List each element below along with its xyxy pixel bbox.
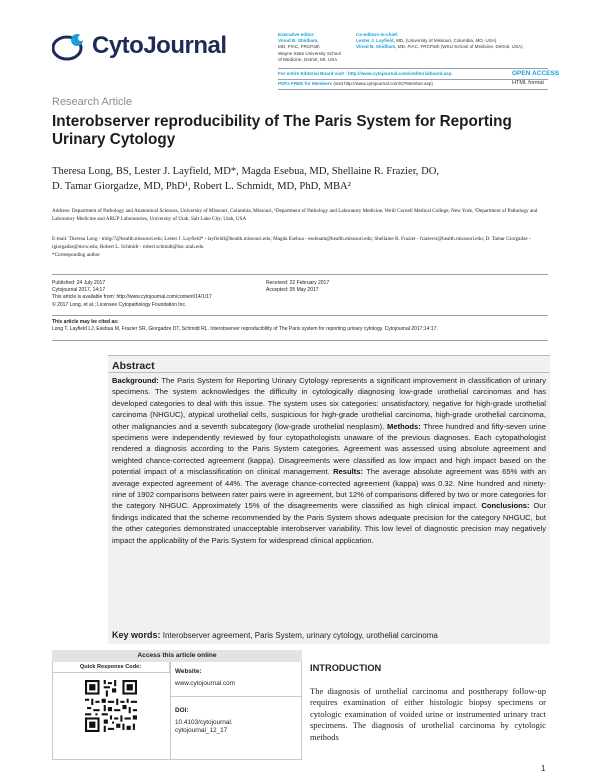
header-divider <box>278 68 548 69</box>
page-number: 1 <box>541 764 546 773</box>
background-label: Background: <box>112 376 159 385</box>
exec-editor-detail: MD, FIAC, FRCPath <box>278 44 320 50</box>
doi-block <box>175 707 233 735</box>
meta-divider <box>52 340 548 341</box>
coeditors-label: Co-editors-in-chief: <box>356 32 399 37</box>
doi-label: DOI: <box>175 707 189 714</box>
journal-reference: Cytojournal 2017, 14:17 <box>52 287 106 294</box>
abstract-body <box>112 375 546 546</box>
access-divider <box>170 696 302 697</box>
coeditor-name: Lester J. Layfield, <box>356 38 395 44</box>
abstract-heading: Abstract <box>112 360 155 372</box>
editorial-board-link[interactable]: For entire Editorial Board visit : http://www.cytojournal.com/ceditorialboard.asp <box>278 71 452 76</box>
methods-label: Methods: <box>387 421 421 431</box>
meta-divider <box>52 315 548 316</box>
article-url[interactable]: This article is available from: http://www.cytojournal.com/content/14/1/17 <box>52 294 212 301</box>
introduction-text: The diagnosis of urothelial carcinoma and posttherapy follow-up requires examination of either histologic biopsy specimens or cytologic examination of voided urine or instrumented urinary tract specimens. The diagnosis of urothelial carcinoma by cytologic methods <box>310 686 546 742</box>
html-format-label: HTML format <box>512 80 544 86</box>
history-info <box>266 280 466 294</box>
citation-text: Long T, Layfield LJ, Esebua M, Frazier SR, Giorgadze DT, Schmidt RL. Interobserver reproducibility of The Paris system for reporting urinary cytology. Cytojournal 2017;14:17. <box>52 326 438 333</box>
coeditor-details: MD, (University of Missouri, Columbia, MO, USA) <box>396 38 497 44</box>
journal-logo <box>52 30 257 62</box>
qr-label: Quick Response Code: <box>52 662 170 673</box>
results-label: Results: <box>333 467 364 477</box>
exec-editor-name: Vinod B. Shidham, <box>278 38 319 44</box>
article-type: Research Article <box>52 96 133 108</box>
coeditors-block <box>356 32 556 51</box>
doi-line[interactable]: cytojournal_12_17 <box>175 727 228 734</box>
exec-editor-detail: Wayne State University School <box>278 50 341 56</box>
keywords-text: Interobserver agreement, Paris System, urinary cytology, urothelial carcinoma <box>162 631 438 640</box>
abstract-heading-rule <box>108 372 550 373</box>
conclusions-text: Our findings indicated that the scheme recommended by the Paris System shows adequate precision for the category NHGUC, but the other categories demonstrated unacceptable interobserver variability. This low level of diagnostic precision may negatively impact the applicability of the Paris System for widespread clinical application. <box>112 501 546 545</box>
doi-line[interactable]: 10.4103/cytojournal. <box>175 719 233 726</box>
coeditor-details: MD, FIAC, FRCPath (WSU School of Medicine, Detroit, USA) <box>397 44 523 50</box>
meta-divider <box>52 274 548 275</box>
article-title: Interobserver reproducibility of The Paris System for Reporting Urinary Cytology <box>52 113 512 148</box>
published-date: Published: 24 July 2017 <box>52 280 106 286</box>
conclusions-label: Conclusions: <box>481 501 530 511</box>
corresponding-author-note: *Corresponding author <box>52 252 100 258</box>
website-block <box>175 668 235 688</box>
header-divider <box>278 79 548 80</box>
publication-info <box>52 280 272 309</box>
open-access-label: OPEN ACCESS <box>512 70 560 77</box>
accepted-date: Accepted: 05 May 2017 <box>266 287 319 294</box>
author-emails: E-mail: Theresa Long - tmlgc7@health.missouri.edu; Lester J. Layfield* - layfieldl@health.missouri.edu; Magda Esebua - esebuam@health.missouri.edu; Shellaine R. Frazier - fraziersr@health.missouri.edu; D. Tamar Giorgadze - tgiorgadze@mcw.edu; Robert L. Schmidt - robert.schmidt@hsc.utah.edu <box>52 236 531 250</box>
logo-mark-icon <box>52 30 88 62</box>
citation-block <box>52 319 548 333</box>
pdfs-free-link[interactable] <box>278 81 508 87</box>
exec-editor-label: Executive editor: <box>278 32 316 37</box>
pdfs-free-label: PDFs FREE for Members <box>278 81 333 86</box>
authors-line: Theresa Long, BS, Lester J. Layfield, MD*, Magda Esebua, MD, Shellaine R. Frazier, DO, <box>52 166 440 177</box>
logo-text: CytoJournal <box>92 32 227 59</box>
website-label: Website: <box>175 668 202 675</box>
author-list <box>52 164 542 194</box>
access-title: Access this article online <box>52 650 302 662</box>
website-link[interactable]: www.cytojournal.com <box>175 680 236 687</box>
copyright: © 2017 Long, et al.; Licensee Cytopathology Foundation Inc. <box>52 301 187 308</box>
qr-code-icon[interactable] <box>85 680 137 732</box>
methods-text: Three hundred and fifty-seven urine specimens were independently reviewed by four cytopathologists unaware of the previous diagnoses. Each cytopathologist rendered a diagnosis according to the Paris System categories. Agreement was assessed using absolute agreement and weighted chance-corrected agreement (kappa). Disagreements were classified as low impact and high impact based on the potential impact of a misclassification on clinical management. <box>112 421 546 477</box>
coeditor-name: Vinod B. Shidham, <box>356 44 397 50</box>
header-divider <box>278 89 548 90</box>
abstract-top-rule <box>108 355 550 356</box>
executive-editor-block <box>278 32 354 63</box>
results-text: The average absolute agreement was 65% with an average expected agreement of 44%. The average chance-corrected agreement (kappa) was 0.32. Nine hundred and ninety-nine of 1902 comparisons between rater pairs were in agreement, but 12% of comparisons differed by two or more categories for the category NHGUC. Approximately 15% of the disagreements were classified as high clinical impact. <box>112 467 546 511</box>
exec-editor-detail: of Medicine, Detroit, MI, USA <box>278 56 338 62</box>
authors-line: D. Tamar Giorgadze, MD, PhD¹, Robert L. Schmidt, MD, PhD, MBA² <box>52 181 351 192</box>
affiliations: Address: Department of Pathology and Anatomical Sciences, University of Missouri, Columbia, Missouri, ¹Department of Pathology and Laboratory Medicine, Weill Cornell Medical College, New York, ²Department of Pathology and Laboratory Medicine and ARUP Laboratories, University of Utah, Salt Lake City, Utah, USA <box>52 208 538 222</box>
pdfs-visit: (visit http://www.cytojournal.com/CFMember.asp) <box>333 81 433 86</box>
keywords <box>112 630 546 640</box>
introduction-heading: INTRODUCTION <box>310 663 382 673</box>
received-date: Received: 22 February 2017 <box>266 280 330 286</box>
background-text: The Paris System for Reporting Urinary Cytology represents a significant improvement in classification of urinary specimens. The system acknowledges the difficulty in cytologically diagnosing low-grade urothelial carcinomas and has developed categories to deal with this issue. The system uses six categories: unsatisfactory, negative for high-grade urothelial carcinoma (NHGUC), atypical urothelial cells, suspicious for high-grade urothelial carcinoma, high-grade urothelial carcinoma, other malignancies and a seventh subcategory (low-grade urothelial neoplasm). <box>112 376 546 431</box>
keywords-label: Key words: <box>112 630 161 640</box>
citation-label: This article may be cited as: <box>52 319 119 325</box>
